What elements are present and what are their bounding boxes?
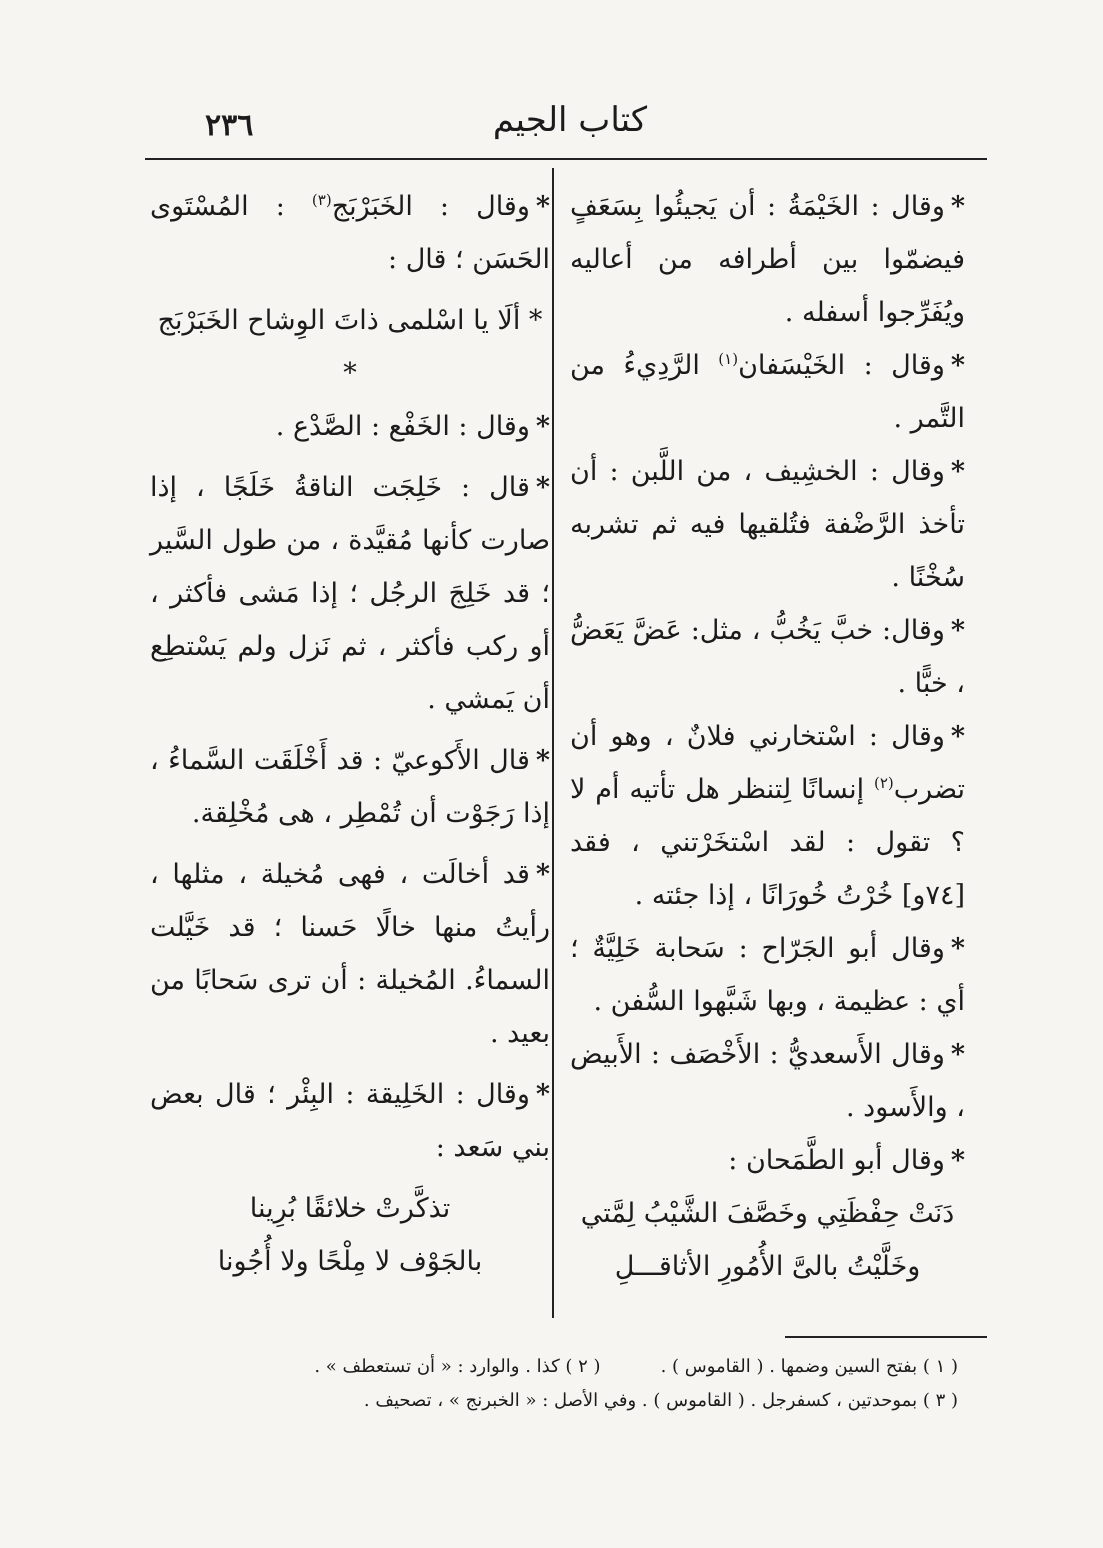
entry: *وقال : الخَيْسَفان$^{(١)}$ الرَّدِيءُ من التَّمر .: [570, 350, 965, 434]
footnote-marker: (٣): [311, 191, 332, 209]
footnote-rule: [785, 1336, 987, 1338]
entry: *وقال : اسْتخارني فلانٌ ، وهو أن تضرب$^{(٢)}$ إنسانًا لِتنظر هل تأتيه أم لا ؟ تقول : لقد اسْتخَرْتني ، فقد [٧٤و] خُرْتُ خُورَانًا ، إذا جئته .: [570, 721, 965, 911]
column-divider: [552, 168, 554, 1318]
entry: *وقال : الخشِيف ، من اللَّبن : أن تأخذ الرَّضْفة فتُلقيها فيه ثم تشربه سُخْنًا .: [570, 456, 965, 593]
entry: *وقال الأَسعديُّ : الأَخْصَف : الأَبيض ، والأَسود .: [570, 1039, 965, 1123]
verse-line: بالجَوْف لا مِلْحًا ولا أُجُونا: [217, 1246, 483, 1277]
footnote-marker: (١): [718, 350, 739, 368]
entry: *وقال : الخَيْمَةُ : أن يَجيئُوا بِسَعَفٍ فيضمّوا بين أطرافه من أعاليه ويُفَرِّجوا أسفله .: [570, 191, 965, 328]
header-rule: [145, 158, 987, 160]
footnotes: [290, 1350, 958, 1418]
entry: *وقال أبو الطَّمَحان :: [728, 1145, 965, 1176]
footnote-marker: (٢): [873, 774, 894, 792]
entry: *قال : خَلِجَت الناقةُ خَلَجًا ، إذا صارت كأنها مُقيَّدة ، من طول السَّير ؛ قد خَلِجَ الرجُل ؛ إذا مَشى فأكثر ، أو ركب فأكثر ، ثم نَزل ولم يَسْتطِع أن يَمشي .: [150, 472, 550, 715]
verse-line: تذكَّرتْ خلائقًا بُرِينا: [249, 1193, 451, 1224]
verse-line: وخَلَّيْتُ بالىَّ الأُمُورِ الأثاقـــلِ: [614, 1251, 921, 1282]
footnote: ( ١ ) بفتح السين وضمها . ( القاموس ) .( ٢ ) كذا . والوارد : « أن تستعطف » .: [314, 1356, 958, 1377]
footnote: ( ٣ ) بموحدتين ، كسفرجل . ( القاموس ) . وفي الأصل : « الخبرنج » ، تصحيف .: [363, 1390, 958, 1411]
verse-line: * ألَا يا اسْلمى ذاتَ الوِشاح الخَبَرْبَج *: [157, 305, 543, 389]
entry: *وقال : الخَلِيقة : البِئْر ؛ قال بعض بني سَعد :: [150, 1079, 550, 1163]
page-number: ٢٣٦: [205, 108, 254, 143]
entry: *وقال : الخَفْع : الصَّدْع .: [275, 411, 550, 442]
entry: *قد أخالَت ، فهى مُخيلة ، مثلها ، رأيتُ منها خالًا حَسنا ؛ قد خَيَّلت السماءُ. المُخيلة : أن ترى سَحابًا من بعيد .: [150, 859, 550, 1049]
entry: *وقال: خبَّ يَخُبُّ ، مثل: عَضَّ يَعَضُّ ، خبًّا .: [570, 615, 965, 699]
entry: *وقال : الخَبَرْبَج$^{(٣)}$ : المُسْتَوى الحَسَن ؛ قال :: [150, 191, 550, 275]
verse-line: دَنَتْ حِفْظَتِي وخَصَّفَ الشَّيْبُ لِمَّتي: [580, 1198, 955, 1229]
left-column: [150, 180, 550, 1288]
right-column: [570, 180, 965, 1293]
running-title: كتاب الجيم: [492, 100, 648, 140]
entry: *وقال أبو الجَرّاح : سَحابة خَلِيَّةٌ ؛ أي : عظيمة ، وبها شَبَّهوا السُّفن .: [570, 933, 965, 1017]
entry: *قال الأَكوعيّ : قد أَخْلَقَت السَّماءُ ، إذا رَجَوْت أن تُمْطِر ، هى مُخْلِقة.: [150, 745, 550, 829]
